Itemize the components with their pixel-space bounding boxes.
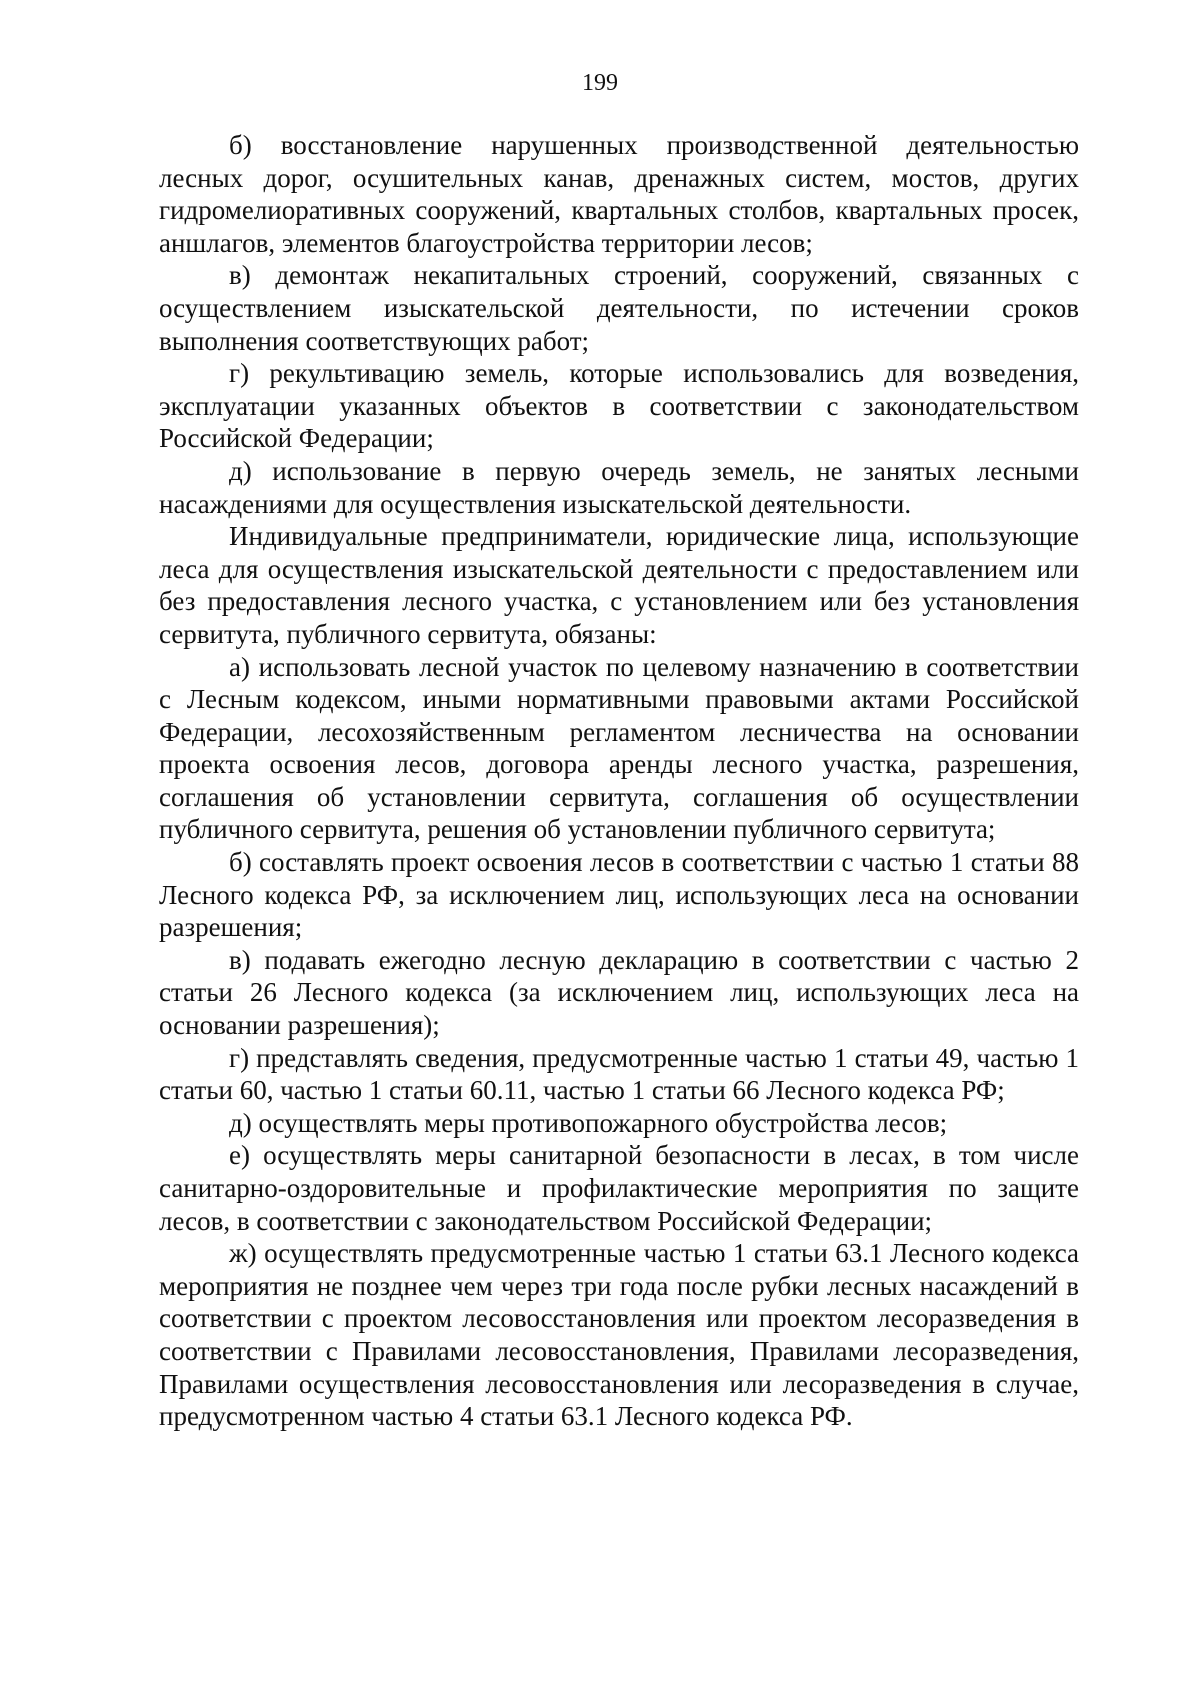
paragraph-d-land-use: д) использование в первую очередь земель, не занятых лесными насаждениями для осуществления изыскательской деятельности.	[159, 455, 1079, 519]
paragraph-zh-reforestation: ж) осуществлять предусмотренные частью 1 статьи 63.1 Лесного кодекса мероприятия не позднее чем через три года после рубки лесных насаждений в соответствии с проектом лесовосстановления или проектом лесоразведения в соответствии с Правилами лесовосстановления, Правилами лесоразведения, Правилами осуществления лесовосстановления или лесоразведения в случае, предусмотренном частью 4 статьи 63.1 Лесного кодекса РФ.	[159, 1238, 1079, 1432]
paragraph-b-restoration: б) восстановление нарушенных производственной деятельностью лесных дорог, осушительных канав, дренажных систем, мостов, других гидромелиоративных сооружений, квартальных столбов, квартальных просек, аншлагов, элементов благоустройства территории лесов;	[159, 130, 1079, 258]
paragraph-g-reports: г) представлять сведения, предусмотренные частью 1 статьи 49, частью 1 статьи 60, частью 1 статьи 60.11, частью 1 статьи 66 Лесного кодекса РФ;	[159, 1042, 1079, 1106]
paragraph-e-sanitary: е) осуществлять меры санитарной безопасности в лесах, в том числе санитарно-оздоровительные и профилактические мероприятия по защите лесов, в соответствии с законодательством Российской Федерации;	[159, 1140, 1079, 1236]
body-text	[159, 129, 1079, 1433]
paragraph-obligations-intro: Индивидуальные предприниматели, юридические лица, использующие леса для осуществления изыскательской деятельности с предоставлением или без предоставления лесного участка, с установлением или без установления сервитута, публичного сервитута, обязаны:	[159, 521, 1079, 649]
page-number: 199	[582, 70, 618, 96]
paragraph-g-recultivation: г) рекультивацию земель, которые использовались для возведения, эксплуатации указанных объектов в соответствии с законодательством Российской Федерации;	[159, 358, 1079, 454]
paragraph-v-dismantling: в) демонтаж некапитальных строений, сооружений, связанных с осуществлением изыскательской деятельности, по истечении сроков выполнения соответствующих работ;	[159, 260, 1079, 356]
paragraph-v-declaration: в) подавать ежегодно лесную декларацию в соответствии с частью 2 статьи 26 Лесного кодекса (за исключением лиц, использующих леса на основании разрешения);	[159, 944, 1079, 1041]
paragraph-b-project: б) составлять проект освоения лесов в соответствии с частью 1 статьи 88 Лесного кодекса РФ, за исключением лиц, использующих леса на основании разрешения;	[159, 847, 1079, 943]
paragraph-d-fire-safety: д) осуществлять меры противопожарного обустройства лесов;	[229, 1107, 948, 1138]
paragraph-a-use-plot: а) использовать лесной участок по целевому назначению в соответствии с Лесным кодексом, иными нормативными правовыми актами Российской Федерации, лесохозяйственным регламентом лесничества на основании проекта освоения лесов, договора аренды лесного участка, разрешения, соглашения об установлении сервитута, соглашения об осуществлении публичного сервитута, решения об установлении публичного сервитута;	[159, 651, 1079, 845]
